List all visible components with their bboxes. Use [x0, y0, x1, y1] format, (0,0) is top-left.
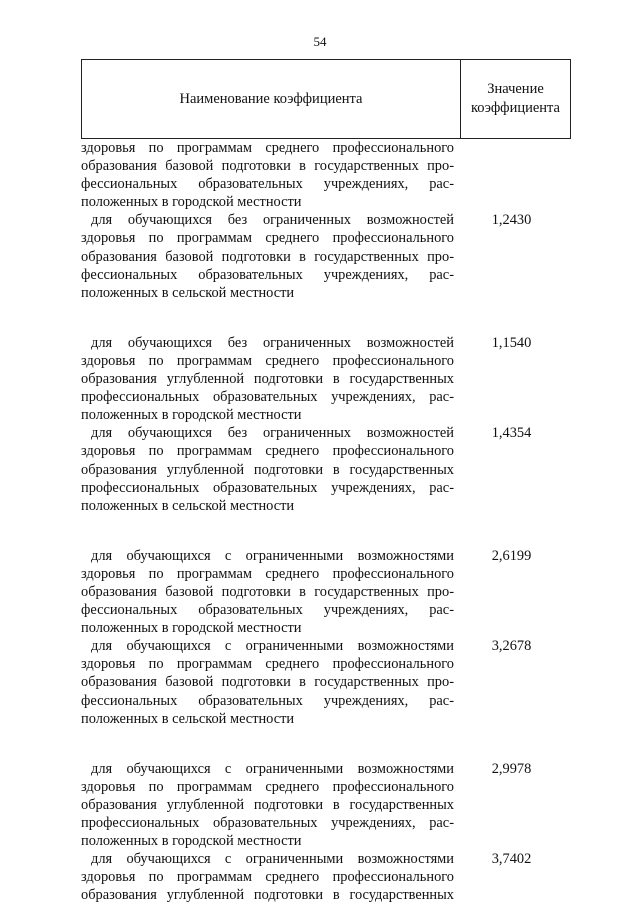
- text-line: положенных в сельской местности: [81, 497, 295, 514]
- text-line: положенных в городской местности: [81, 407, 302, 424]
- coefficient-value: 2,6199: [491, 547, 532, 564]
- row-description: [81, 637, 454, 727]
- text-line: образования углубленной подготовки в государственных: [81, 371, 454, 388]
- text-line: здоровья по программам среднего профессионального: [81, 352, 454, 369]
- text-line: образования углубленной подготовки в государственных: [81, 796, 454, 813]
- coefficient-value: 1,2430: [491, 212, 532, 229]
- text-line: образования базовой подготовки в государственных про-: [81, 158, 454, 175]
- table-row: [81, 424, 569, 514]
- table-row-continuation: [81, 139, 569, 211]
- text-line: здоровья по программам среднего профессионального: [81, 869, 454, 886]
- row-description: [81, 760, 454, 850]
- text-line: здоровья по программам среднего профессионального: [81, 565, 454, 582]
- text-line: положенных в городской местности: [81, 194, 302, 211]
- text-line: для обучающихся с ограниченными возможностями: [91, 638, 454, 655]
- text-line: для обучающихся с ограниченными возможностями: [91, 547, 454, 564]
- coefficient-value: 1,4354: [491, 425, 532, 442]
- header-value-column: [461, 60, 570, 138]
- table-row: [81, 211, 569, 301]
- page-number: 54: [313, 34, 327, 49]
- row-description: [81, 850, 454, 904]
- text-line: для обучающихся с ограниченными возможностями: [91, 760, 454, 777]
- coefficient-value: 2,9978: [491, 760, 532, 777]
- text-line: образования базовой подготовки в государственных про-: [81, 248, 454, 265]
- row-description: [81, 424, 454, 514]
- coefficient-value: 3,7402: [491, 851, 532, 868]
- text-line: образования углубленной подготовки в государственных: [81, 461, 454, 478]
- text-line: здоровья по программам среднего профессионального: [81, 656, 454, 673]
- text-line: образования базовой подготовки в государственных про-: [81, 583, 454, 600]
- row-description: [81, 334, 454, 424]
- table-row: [81, 547, 569, 637]
- text-line: образования углубленной подготовки в государственных: [81, 887, 454, 904]
- text-line: фессиональных образовательных учреждениях, рас-: [81, 266, 454, 283]
- row-description: [81, 547, 454, 637]
- table-row: [81, 334, 569, 424]
- text-line: положенных в сельской местности: [81, 710, 295, 727]
- coefficient-table-body: [81, 139, 569, 904]
- text-line: фессиональных образовательных учреждениях, рас-: [81, 602, 454, 619]
- text-line: фессиональных образовательных учреждениях, рас-: [81, 692, 454, 709]
- text-line: профессиональных образовательных учреждениях, рас-: [81, 479, 454, 496]
- text-line: здоровья по программам среднего профессионального: [81, 140, 454, 156]
- text-line: профессиональных образовательных учреждениях, рас-: [81, 815, 454, 831]
- header-value-line-1: Значение: [487, 81, 544, 97]
- text-line: для обучающихся с ограниченными возможностями: [91, 851, 454, 868]
- text-line: для обучающихся без ограниченных возможностей: [91, 334, 454, 351]
- coefficient-value: 3,2678: [491, 638, 532, 655]
- text-line: для обучающихся без ограниченных возможностей: [91, 212, 454, 229]
- table-row: [81, 850, 569, 904]
- table-header: [81, 59, 571, 139]
- table-row: [81, 637, 569, 727]
- text-line: положенных в городской местности: [81, 620, 302, 637]
- text-line: фессиональных образовательных учреждениях, рас-: [81, 176, 454, 193]
- row-description: [81, 139, 454, 211]
- text-line: положенных в городской местности: [81, 833, 302, 850]
- header-name-column: Наименование коэффициента: [82, 60, 461, 138]
- text-line: здоровья по программам среднего профессионального: [81, 443, 454, 460]
- text-line: профессиональных образовательных учреждениях, рас-: [81, 389, 454, 406]
- text-line: образования базовой подготовки в государственных про-: [81, 674, 454, 691]
- text-line: положенных в сельской местности: [81, 284, 295, 301]
- text-line: здоровья по программам среднего профессионального: [81, 230, 454, 247]
- row-description: [81, 211, 454, 301]
- coefficient-value: 1,1540: [491, 334, 532, 351]
- header-value-line-2: коэффициента: [470, 100, 560, 116]
- text-line: здоровья по программам среднего профессионального: [81, 778, 454, 795]
- table-row: [81, 760, 569, 850]
- text-line: для обучающихся без ограниченных возможностей: [91, 425, 454, 442]
